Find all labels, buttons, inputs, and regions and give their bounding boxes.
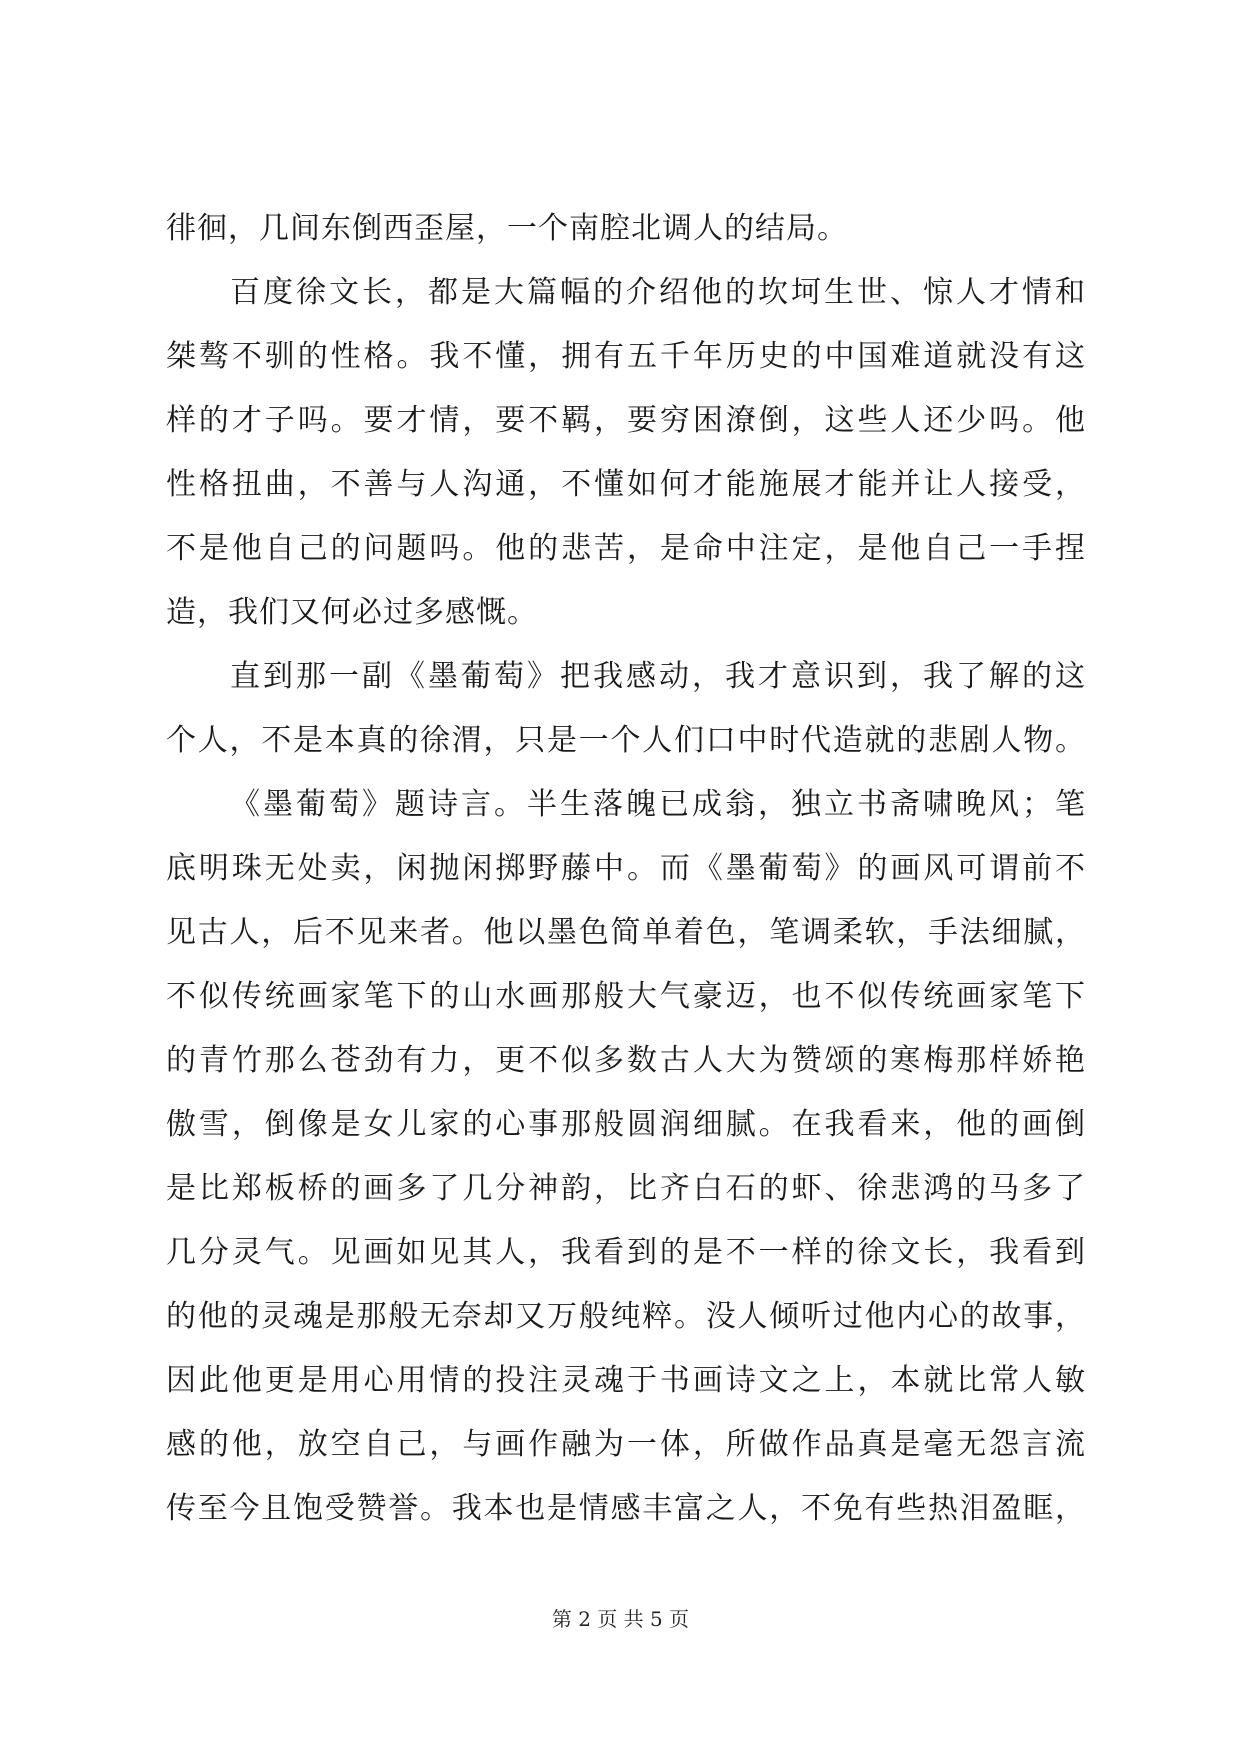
page-footer: 第 2 页 共 5 页 (551, 1607, 690, 1631)
text-line: 传至今且饱受赞誉。我本也是情感丰富之人，不免有些热泪盈眶， (166, 1491, 1086, 1526)
text-line: 性格扭曲，不善与人沟通，不懂如何才能施展才能并让人接受， (166, 467, 1086, 502)
text-line: 不是他自己的问题吗。他的悲苦，是命中注定，是他自己一手捏 (166, 531, 1086, 566)
text-line: 桀骜不驯的性格。我不懂，拥有五千年历史的中国难道就没有这 (166, 339, 1086, 374)
text-line: 因此他更是用心用情的投注灵魂于书画诗文之上，本就比常人敏 (166, 1363, 1086, 1398)
text-line: 几分灵气。见画如见其人，我看到的是不一样的徐文长，我看到 (166, 1235, 1086, 1270)
text-line: 不似传统画家笔下的山水画那般大气豪迈，也不似传统画家笔下 (166, 979, 1086, 1014)
paragraph-first-line: 《墨葡萄》题诗言。半生落魄已成翁，独立书斋啸晚风；笔 (230, 787, 1086, 822)
text-line: 感的他，放空自己，与画作融为一体，所做作品真是毫无怨言流 (166, 1427, 1086, 1462)
text-line: 样的才子吗。要才情，要不羁，要穷困潦倒，这些人还少吗。他 (166, 403, 1086, 438)
text-line: 是比郑板桥的画多了几分神韵，比齐白石的虾、徐悲鸿的马多了 (166, 1171, 1086, 1206)
text-line: 徘徊，几间东倒西歪屋，一个南腔北调人的结局。 (166, 211, 848, 246)
text-line: 见古人，后不见来者。他以墨色简单着色，笔调柔软，手法细腻， (166, 915, 1086, 950)
paragraph-first-line: 直到那一副《墨葡萄》把我感动，我才意识到，我了解的这 (230, 659, 1086, 694)
text-line: 个人，不是本真的徐渭，只是一个人们口中时代造就的悲剧人物。 (166, 723, 1086, 758)
text-line: 底明珠无处卖，闲抛闲掷野藤中。而《墨葡萄》的画风可谓前不 (166, 851, 1086, 886)
text-line: 的他的灵魂是那般无奈却又万般纯粹。没人倾听过他内心的故事， (166, 1299, 1086, 1334)
text-line: 傲雪，倒像是女儿家的心事那般圆润细腻。在我看来，他的画倒 (166, 1107, 1086, 1142)
text-line: 的青竹那么苍劲有力，更不似多数古人大为赞颂的寒梅那样娇艳 (166, 1043, 1086, 1078)
paragraph-first-line: 百度徐文长，都是大篇幅的介绍他的坎坷生世、惊人才情和 (230, 275, 1086, 310)
body-text (166, 197, 1086, 1541)
text-line: 造，我们又何必过多感慨。 (166, 595, 538, 630)
